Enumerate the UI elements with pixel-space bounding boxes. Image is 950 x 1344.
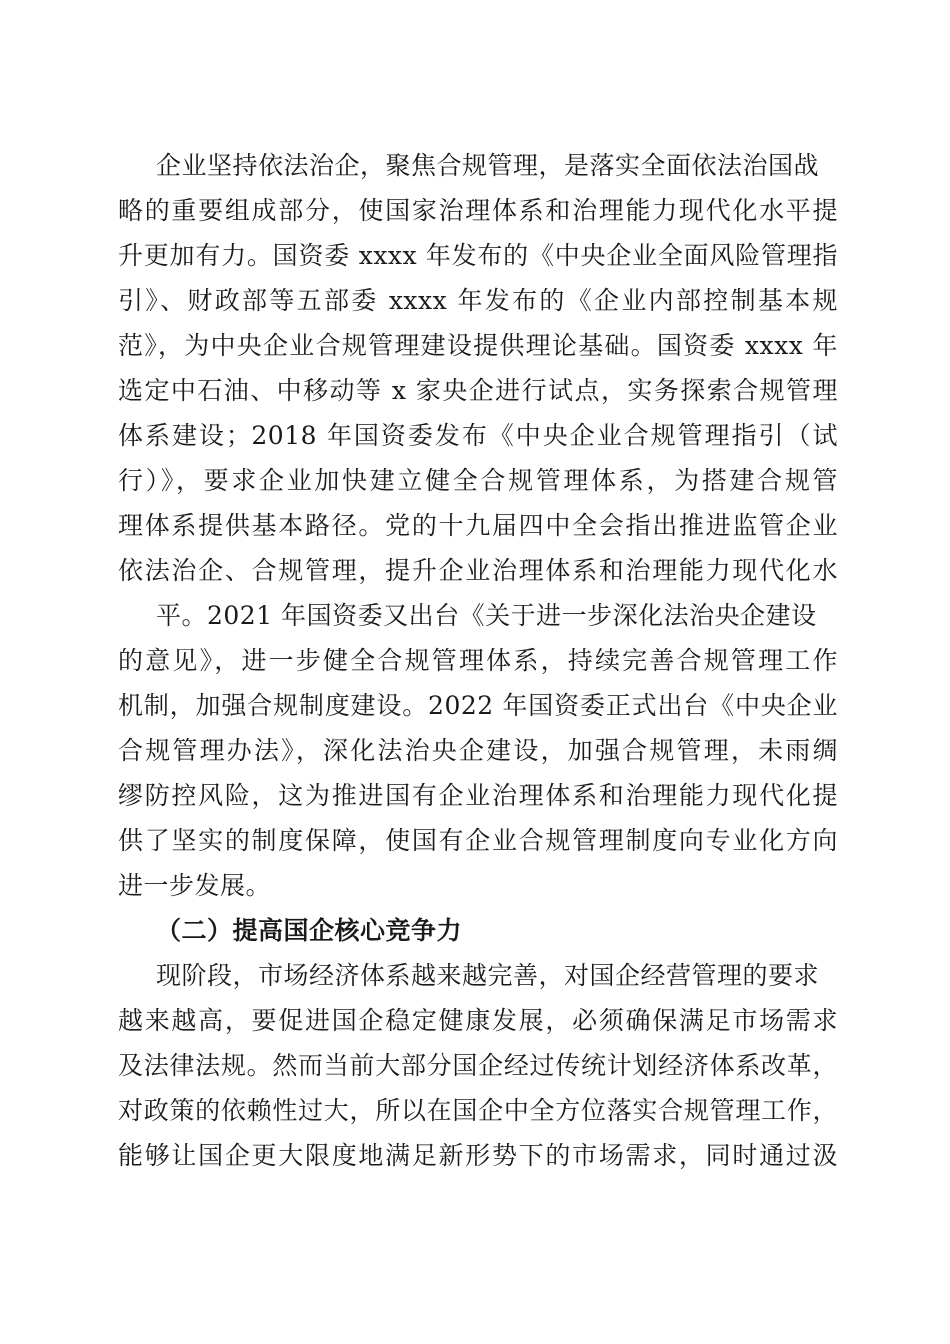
text-line: 范》，为中央企业合规管理建设提供理论基础。国资委 xxxx 年 <box>118 331 838 360</box>
paragraph-3 <box>118 953 838 1178</box>
text-line: 机制，加强合规制度建设。2022 年国资委正式出台《中央企业 <box>118 691 838 720</box>
paragraph-1 <box>118 143 838 593</box>
text-line: 体系建设；2018 年国资委发布《中央企业合规管理指引（试 <box>118 421 838 450</box>
text-line: 及法律法规。然而当前大部分国企经过传统计划经济体系改革， <box>118 1051 838 1080</box>
text-line: 越来越高，要促进国企稳定健康发展，必须确保满足市场需求 <box>118 1006 838 1035</box>
text-line: 行）》，要求企业加快建立健全合规管理体系，为搭建合规管 <box>118 466 838 495</box>
text-line: 理体系提供基本路径。党的十九届四中全会指出推进监管企业 <box>118 511 838 540</box>
text-line: 现阶段，市场经济体系越来越完善，对国企经营管理的要求 <box>156 961 820 990</box>
text-line: 进一步发展。 <box>118 871 272 900</box>
text-line: 对政策的依赖性过大，所以在国企中全方位落实合规管理工作， <box>118 1096 838 1125</box>
text-line: 企业坚持依法治企，聚焦合规管理，是落实全面依法治国战 <box>156 151 820 180</box>
section-heading-block <box>118 908 838 953</box>
text-line: 缪防控风险，这为推进国有企业治理体系和治理能力现代化提 <box>118 781 838 810</box>
text-line: 依法治企、合规管理，提升企业治理体系和治理能力现代化水 <box>118 556 838 585</box>
text-line: 引》、财政部等五部委 xxxx 年发布的《企业内部控制基本规 <box>118 286 838 315</box>
text-line: 平。2021 年国资委又出台《关于进一步深化法治央企建设 <box>156 601 817 630</box>
text-line: 的意见》，进一步健全合规管理体系，持续完善合规管理工作 <box>118 646 838 675</box>
paragraph-2 <box>118 593 838 908</box>
text-line: 略的重要组成部分，使国家治理体系和治理能力现代化水平提 <box>118 196 838 225</box>
text-line: 能够让国企更大限度地满足新形势下的市场需求，同时通过汲 <box>118 1141 838 1170</box>
text-line: 升更加有力。国资委 xxxx 年发布的《中央企业全面风险管理指 <box>118 241 838 270</box>
text-line: 选定中石油、中移动等 x 家央企进行试点，实务探索合规管理 <box>118 376 838 405</box>
text-line: 合规管理办法》，深化法治央企建设，加强合规管理，未雨绸 <box>118 736 838 765</box>
section-heading: （二）提高国企核心竞争力 <box>156 916 463 945</box>
text-line: 供了坚实的制度保障，使国有企业合规管理制度向专业化方向 <box>118 826 838 855</box>
